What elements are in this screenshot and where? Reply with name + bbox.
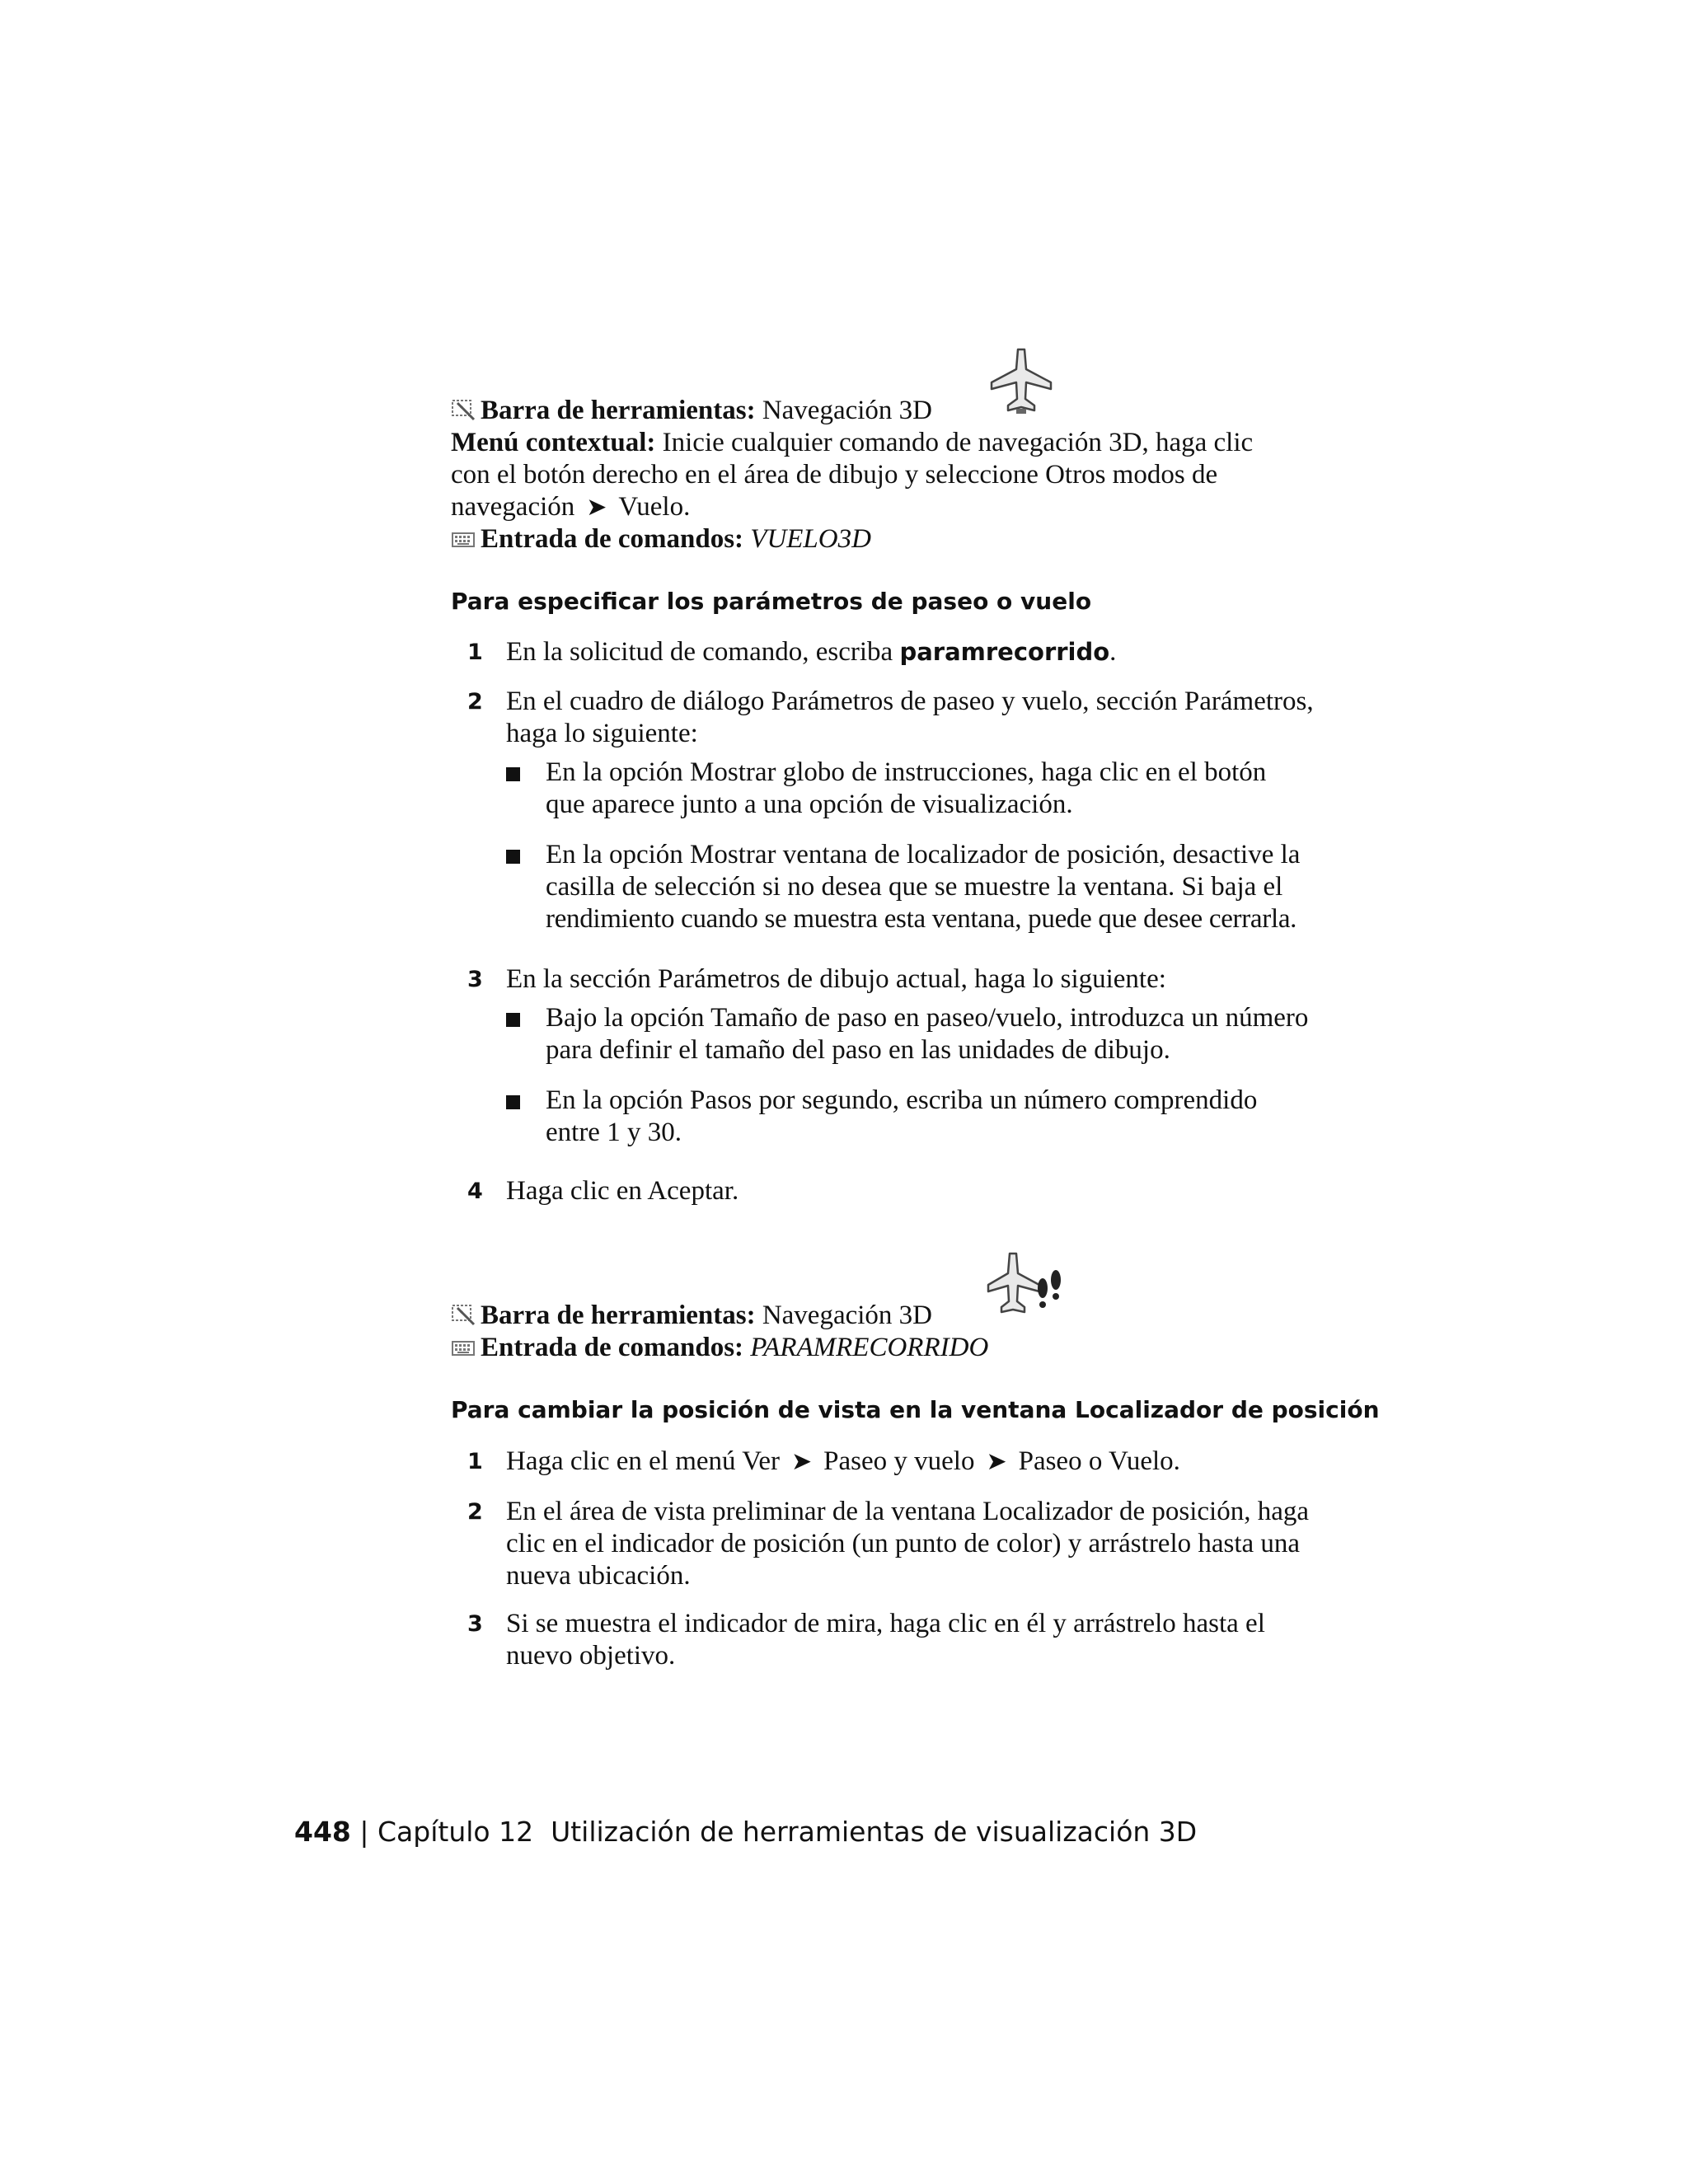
procedure1-step3 [451, 963, 1341, 1149]
bullet-square-icon [506, 850, 520, 864]
page-footer [294, 1816, 1197, 1849]
step-text-end: . [1109, 637, 1117, 667]
step-text-line: En la sección Parámetros de dibujo actual, haga lo siguiente: [506, 964, 1166, 994]
bullet-text-line: rendimiento cuando se muestra esta ventana, puede que desee cerrarla. [546, 904, 1297, 934]
footer-separator: | [359, 1816, 369, 1848]
toolbar-label: Barra de herramientas: [481, 1301, 756, 1330]
step-text-line: nuevo objetivo. [506, 1641, 676, 1671]
command-value: VUELO3D [750, 524, 871, 554]
menu-text-1: Inicie cualquier comando de navegación 3D, haga clic [662, 428, 1254, 457]
command-value: PARAMRECORRIDO [750, 1333, 989, 1362]
chapter-title: Utilización de herramientas de visualización 3D [551, 1816, 1198, 1848]
bullet-text-line: Bajo la opción Tamaño de paso en paseo/vuelo, introduzca un número [546, 1003, 1309, 1033]
step-number: 1 [467, 1449, 483, 1474]
keyboard-icon [451, 1338, 476, 1358]
toolbar-icon [451, 398, 476, 421]
bullet-text-line: En la opción Mostrar globo de instrucciones, haga clic en el botón [546, 757, 1267, 787]
heading-walk-fly-settings: Para especificar los parámetros de paseo o vuelo [451, 588, 1092, 615]
bullet-text-line: casilla de selección si no desea que se muestre la ventana. Si baja el [546, 872, 1283, 902]
bullet-square-icon [506, 1095, 520, 1109]
procedure1-step4 [451, 1175, 1341, 1207]
step-text: Haga clic en Aceptar. [506, 1176, 739, 1206]
bullet-square-icon [506, 1013, 520, 1027]
toolbar-value: Navegación 3D [762, 396, 932, 425]
step-text-line: Si se muestra el indicador de mira, haga clic en él y arrástrelo hasta el [506, 1609, 1265, 1638]
menu-text-2: con el botón derecho en el área de dibujo y seleccione Otros modos de [451, 460, 1218, 490]
menu-arrow-icon: ➤ [791, 1448, 813, 1475]
step-text: En la solicitud de comando, escriba [506, 637, 893, 667]
menu-text-3a: navegación [451, 492, 575, 522]
step-number: 3 [467, 967, 483, 992]
step-number: 2 [467, 1499, 483, 1525]
section1-command-line [451, 523, 1333, 555]
menu-arrow-icon: ➤ [986, 1448, 1007, 1475]
section2-command-line [451, 1332, 1333, 1364]
chapter-label: Capítulo 12 [377, 1816, 534, 1848]
step-text-line: En el área de vista preliminar de la ventana Localizador de posición, haga [506, 1497, 1309, 1526]
section2-info [451, 1300, 1333, 1364]
menu-text-3b: Vuelo. [618, 492, 691, 522]
toolbar-value: Navegación 3D [762, 1301, 932, 1330]
step-text-line: haga lo siguiente: [506, 719, 698, 748]
keyboard-icon [451, 530, 476, 550]
list-item [506, 839, 1341, 935]
procedure2-step1 [451, 1446, 1341, 1478]
list-item [506, 1002, 1341, 1066]
bullet-text-line: En la opción Pasos por segundo, escriba un número comprendido [546, 1085, 1258, 1115]
list-item [506, 757, 1341, 821]
menu-arrow-icon: ➤ [586, 494, 607, 521]
section1-toolbar-line [451, 395, 1333, 427]
procedure1-step2 [451, 686, 1341, 935]
step-number: 2 [467, 689, 483, 715]
page-number: 448 [294, 1816, 351, 1848]
step-text: Paseo o Vuelo. [1018, 1446, 1180, 1476]
step-keyword: paramrecorrido [899, 638, 1110, 666]
procedure2-step2 [451, 1496, 1341, 1592]
step-number: 4 [467, 1179, 483, 1204]
toolbar-icon [451, 1303, 476, 1326]
bullet-square-icon [506, 767, 520, 781]
step-text-line: En el cuadro de diálogo Parámetros de paseo y vuelo, sección Parámetros, [506, 687, 1314, 716]
step-text-line: clic en el indicador de posición (un punto de color) y arrástrelo hasta una [506, 1529, 1301, 1558]
bullet-text-line: para definir el tamaño del paso en las unidades de dibujo. [546, 1035, 1170, 1065]
toolbar-label: Barra de herramientas: [481, 396, 756, 425]
step-number: 3 [467, 1611, 483, 1637]
list-item [506, 1085, 1341, 1149]
section2-toolbar-line [451, 1300, 1333, 1332]
command-label: Entrada de comandos: [481, 524, 744, 554]
step-text: Haga clic en el menú Ver [506, 1446, 780, 1476]
section1-menu-line1 [451, 427, 1333, 459]
command-label: Entrada de comandos: [481, 1333, 744, 1362]
menu-label: Menú contextual: [451, 428, 656, 457]
heading-position-locator: Para cambiar la posición de vista en la ventana Localizador de posición [451, 1396, 1380, 1423]
step-number: 1 [467, 640, 483, 665]
bullet-text-line: que aparece junto a una opción de visualización. [546, 790, 1073, 819]
bullet-text-line: En la opción Mostrar ventana de localizador de posición, desactive la [546, 840, 1301, 869]
section1-menu-line3 [451, 491, 1333, 523]
procedure2-step3 [451, 1608, 1341, 1672]
step-text: Paseo y vuelo [823, 1446, 975, 1476]
section1-info [451, 395, 1333, 555]
bullet-text-line: entre 1 y 30. [546, 1118, 682, 1147]
procedure1-step1 [451, 636, 1341, 668]
step-text-line: nueva ubicación. [506, 1561, 691, 1591]
